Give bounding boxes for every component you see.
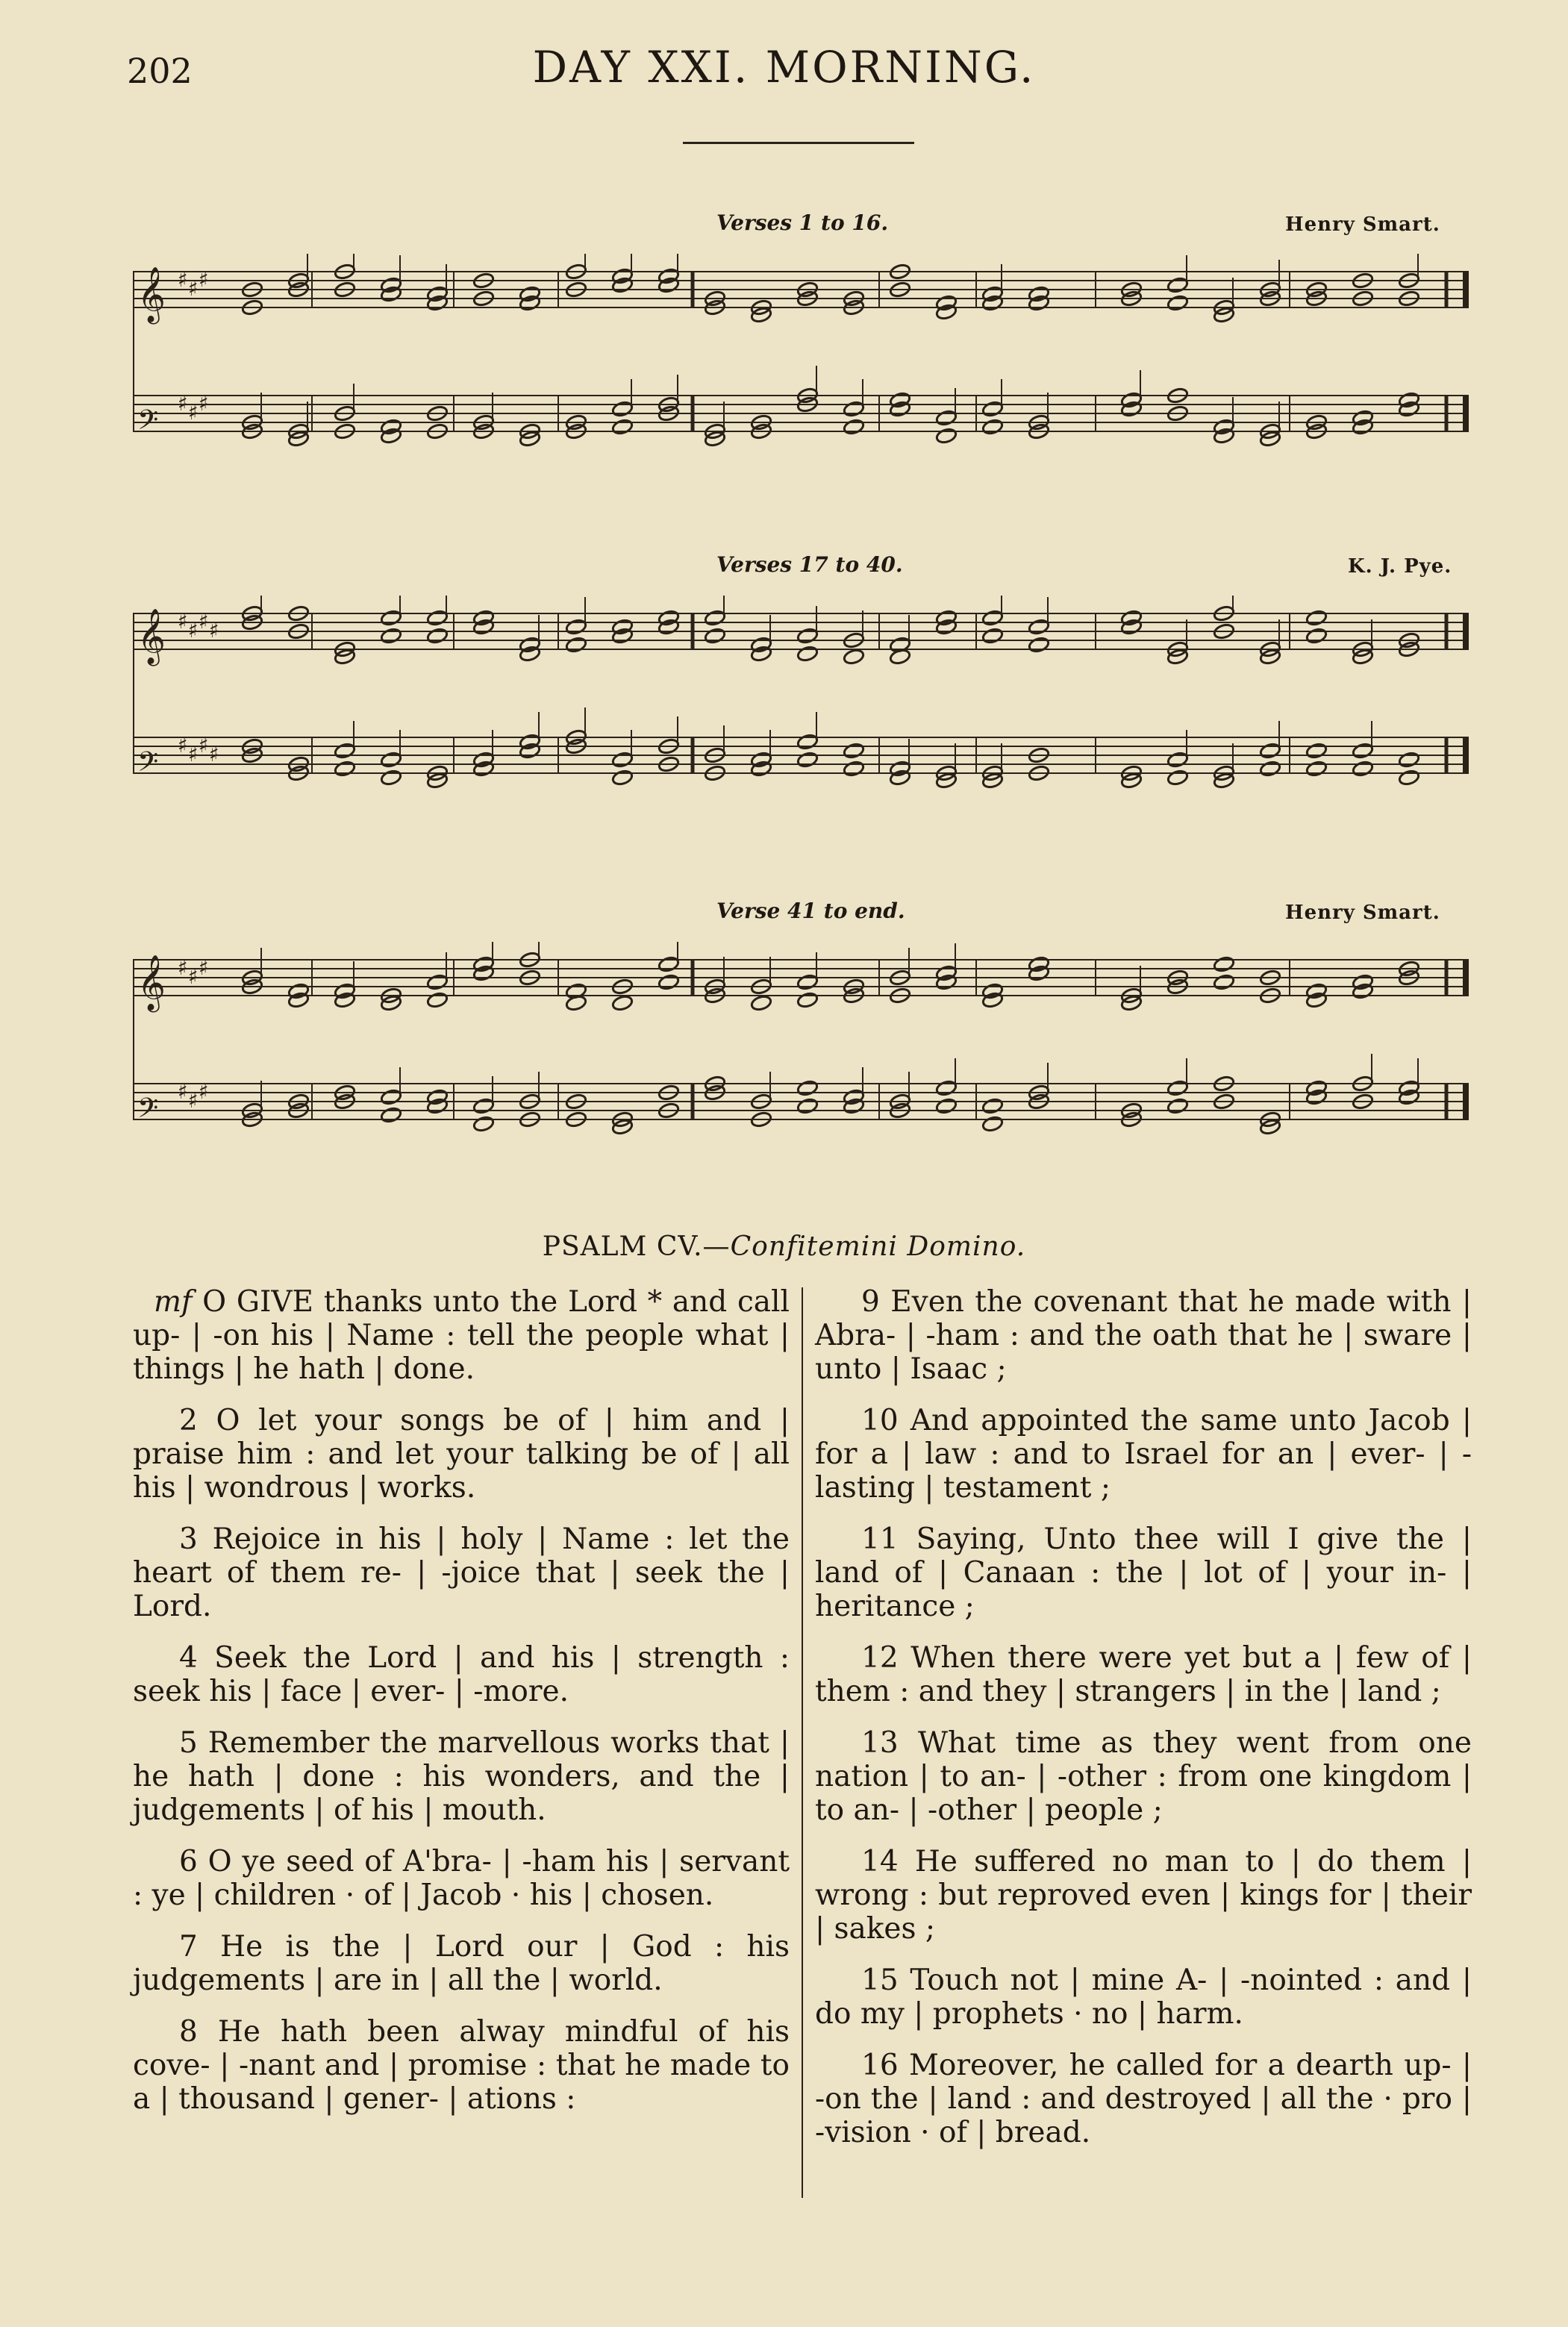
svg-text:♯: ♯ (178, 733, 188, 758)
svg-text:♯: ♯ (178, 391, 188, 416)
svg-text:♯: ♯ (178, 609, 188, 634)
svg-text:♯: ♯ (188, 400, 199, 425)
verse: 12 When there were yet but a | few of | them : and they | strangers | in the | land ; (815, 1641, 1472, 1708)
svg-text:♯: ♯ (199, 391, 209, 416)
tune-1-composer: Henry Smart. (1285, 213, 1440, 236)
verse: 15 Touch not | mine A- | -nointed : and | do my | prophets · no | harm. (815, 1964, 1472, 2031)
tune-3-composer: Henry Smart. (1285, 902, 1440, 924)
svg-text:♯: ♯ (199, 267, 209, 292)
psalm-title: PSALM CV.— (542, 1231, 731, 1262)
verse: 4 Seek the Lord | and his | strength : seek his | face | ever- | -more. (133, 1641, 790, 1708)
svg-text:♯: ♯ (188, 964, 199, 989)
svg-text:𝄞: 𝄞 (137, 609, 166, 664)
svg-text:♯: ♯ (199, 955, 209, 980)
tune-3-caption: Verse 41 to end. (716, 899, 905, 923)
svg-text:♯: ♯ (209, 618, 219, 643)
svg-text:𝄢: 𝄢 (137, 405, 159, 443)
verse: 3 Rejoice in his | holy | Name : let the heart of them re- | -joice that | seek the | Lord. (133, 1522, 790, 1623)
svg-text:♯: ♯ (188, 742, 199, 766)
chant-system-1 (133, 254, 1469, 478)
dynamic-mark: mf (154, 1285, 193, 1319)
verse: 11 Saying, Unto thee will I give the | land of | Canaan : the | lot of | your in- | heritance ; (815, 1522, 1472, 1623)
svg-text:𝄞: 𝄞 (137, 267, 166, 322)
chant-system-3 (133, 942, 1469, 1166)
verse: 10 And appointed the same unto Jacob | for a | law : and to Israel for an | ever- | -lasting | testament ; (815, 1404, 1472, 1505)
psalm-column-right (815, 1285, 1472, 2167)
psalm-heading (0, 1231, 1568, 1262)
svg-text:♯: ♯ (178, 1079, 188, 1104)
chant-system-2 (133, 596, 1469, 819)
tune-2-caption: Verses 17 to 40. (716, 552, 903, 577)
verse: 8 He hath been alway mindful of his cove- | -nant and | promise : that he made to a | thousand | gener- | ations : (133, 2015, 790, 2116)
verse: 14 He suffered no man to | do them | wrong : but reproved even | kings for | their | sakes ; (815, 1845, 1472, 1946)
verse: 13 What time as they went from one nation | to an- | -other : from one kingdom | to an- | -other | people ; (815, 1726, 1472, 1827)
svg-text:𝄢: 𝄢 (137, 746, 159, 784)
verse-text: O GIVE thanks unto the Lord * and call up- | -on his | Name : tell the people what | things | he hath | done. (133, 1285, 790, 1386)
svg-text:𝄢: 𝄢 (137, 1093, 159, 1131)
svg-text:♯: ♯ (188, 1088, 199, 1113)
svg-text:♯: ♯ (178, 955, 188, 980)
verse (133, 1285, 790, 1386)
svg-text:♯: ♯ (199, 733, 209, 758)
page-number: 202 (127, 51, 193, 91)
running-head: DAY XXI. MORNING. (532, 42, 1036, 93)
svg-text:♯: ♯ (188, 276, 199, 301)
verse: 16 Moreover, he called for a dearth up- | -on the | land : and destroyed | all the · pro | -vision · of | bread. (815, 2049, 1472, 2149)
psalm-subtitle: Confitemini Domino. (730, 1231, 1026, 1262)
verse: 9 Even the covenant that he made with | Abra- | -ham : and the oath that he | sware | unto | Isaac ; (815, 1285, 1472, 1386)
svg-text:♯: ♯ (188, 618, 199, 643)
verse: 7 He is the | Lord our | God : his judgements | are in | all the | world. (133, 1930, 790, 1997)
column-divider (802, 1287, 803, 2198)
svg-text:♯: ♯ (178, 267, 188, 292)
verse: 6 O ye seed of A'bra- | -ham his | servant : ye | children · of | Jacob · his | chosen. (133, 1845, 790, 1912)
head-rule (683, 142, 914, 144)
chant-score (133, 254, 1469, 478)
chant-score (133, 596, 1469, 819)
svg-text:♯: ♯ (199, 609, 209, 634)
verse: 5 Remember the marvellous works that | he hath | done : his wonders, and the | judgements | of his | mouth. (133, 1726, 790, 1827)
svg-text:♯: ♯ (209, 742, 219, 766)
tune-2-composer: K. J. Pye. (1348, 555, 1452, 578)
tune-1-caption: Verses 1 to 16. (716, 210, 889, 235)
chant-score (133, 942, 1469, 1166)
svg-text:𝄞: 𝄞 (137, 955, 166, 1011)
psalm-column-left (133, 1285, 790, 2134)
svg-text:♯: ♯ (199, 1079, 209, 1104)
verse: 2 O let your songs be of | him and | praise him : and let your talking be of | all his | wondrous | works. (133, 1404, 790, 1505)
